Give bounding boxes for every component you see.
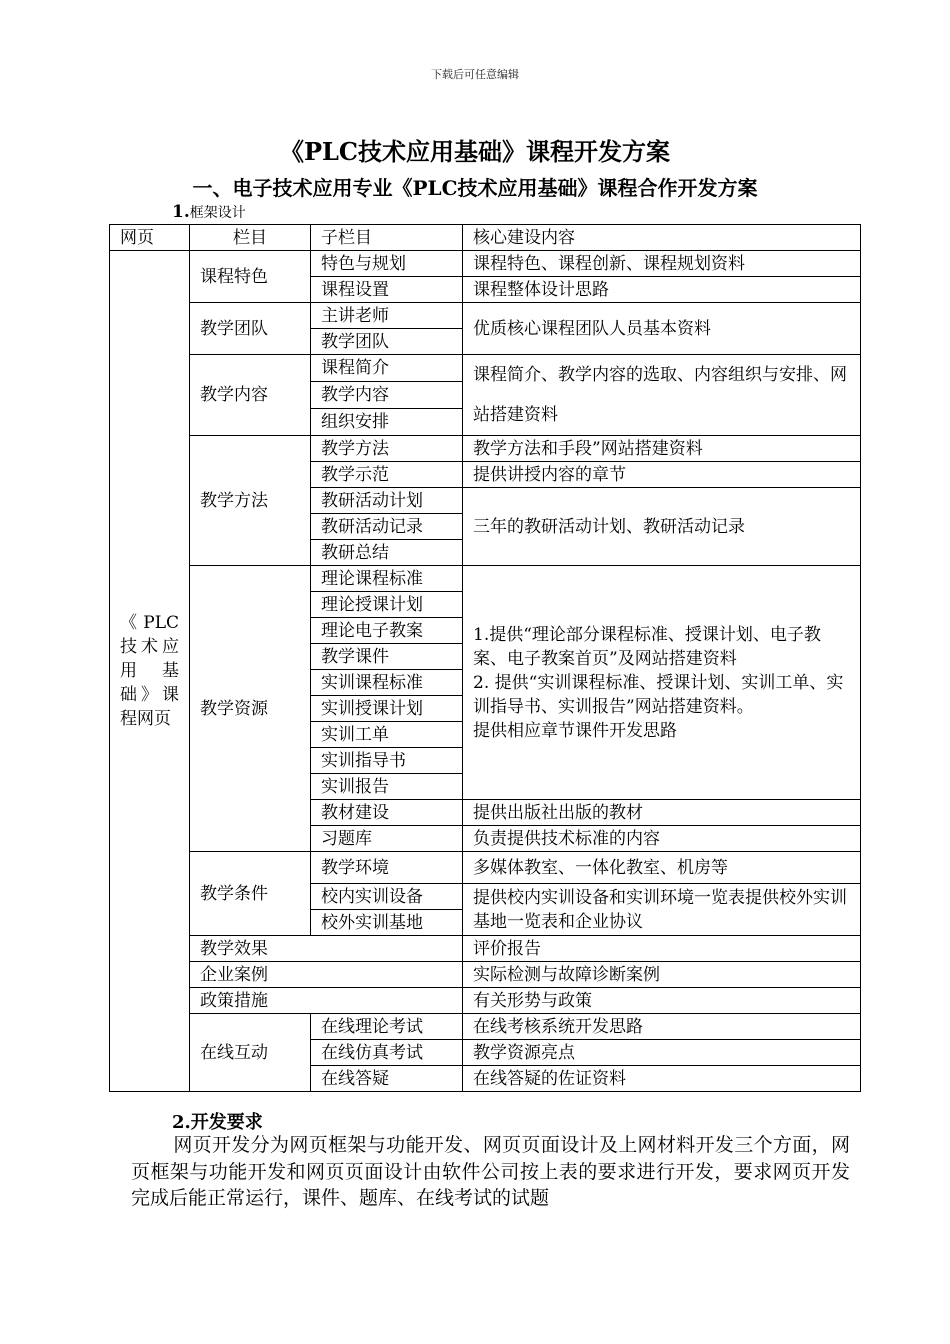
core-cell: 三年的教研活动计划、教研活动记录 xyxy=(463,488,861,566)
sub-cell: 教学方法 xyxy=(311,436,463,462)
table-row xyxy=(110,355,861,382)
core-cell: 教学方法和手段”网站搭建资料 xyxy=(463,436,861,462)
sub-cell: 组织安排 xyxy=(311,409,463,436)
table-row xyxy=(110,436,861,462)
sub-cell: 教学示范 xyxy=(311,462,463,488)
core-cell: 课程特色、课程创新、课程规划资料 xyxy=(463,251,861,277)
core-cell: 在线答疑的佐证资料 xyxy=(463,1066,861,1092)
section-2-heading: 2.开发要求 xyxy=(172,1112,263,1133)
core-cell: 课程整体设计思路 xyxy=(463,277,861,303)
table-header: 子栏目 xyxy=(311,225,463,251)
framework-table xyxy=(109,224,861,1092)
column-cell: 教学资源 xyxy=(190,566,311,852)
resources-line: 1.提供“理论部分课程标准、授课计划、电子教案、电子教案首页”及网站搭建资料 xyxy=(473,624,821,669)
sub-cell: 教材建设 xyxy=(311,800,463,826)
sub-cell: 校外实训基地 xyxy=(311,910,463,936)
table-header: 网页 xyxy=(110,225,190,251)
table-row xyxy=(110,936,861,962)
sub-cell: 实训课程标准 xyxy=(311,670,463,696)
resources-line: 提供相应章节课件开发思路 xyxy=(473,720,677,741)
core-cell: 课程简介、教学内容的选取、内容组织与安排、网站搭建资料 xyxy=(463,355,861,436)
core-cell: 提供讲授内容的章节 xyxy=(463,462,861,488)
sub-cell: 校内实训设备 xyxy=(311,884,463,910)
table-header: 栏目 xyxy=(190,225,311,251)
sub-cell: 教学团队 xyxy=(311,329,463,355)
sub-cell: 实训指导书 xyxy=(311,748,463,774)
core-cell: 提供出版社出版的教材 xyxy=(463,800,861,826)
table-header-row xyxy=(110,225,861,251)
sub-cell: 在线答疑 xyxy=(311,1066,463,1092)
sub-cell: 课程简介 xyxy=(311,355,463,382)
sub-cell: 习题库 xyxy=(311,826,463,852)
sub-cell: 教研活动计划 xyxy=(311,488,463,514)
column-cell: 课程特色 xyxy=(190,251,311,303)
sub-cell: 主讲老师 xyxy=(311,303,463,329)
table-row xyxy=(110,852,861,884)
core-cell: 有关形势与政策 xyxy=(463,988,861,1014)
webpage-cell: 《 PLC 技术应用 基础》课程网页 xyxy=(110,251,190,1092)
column-cell: 企业案例 xyxy=(190,962,463,988)
core-cell: 教学资源亮点 xyxy=(463,1040,861,1066)
resources-line: 2. 提供“实训课程标准、授课计划、实训工单、实训指导书、实训报告”网站搭建资料。 xyxy=(473,672,844,717)
core-cell: 实际检测与故障诊断案例 xyxy=(463,962,861,988)
core-cell: 多媒体教室、一体化教室、机房等 xyxy=(463,852,861,884)
sub-cell: 实训授课计划 xyxy=(311,696,463,722)
sub-cell: 课程设置 xyxy=(311,277,463,303)
table-row xyxy=(110,962,861,988)
core-cell: 优质核心课程团队人员基本资料 xyxy=(463,303,861,355)
sub-cell: 实训报告 xyxy=(311,774,463,800)
column-cell: 政策措施 xyxy=(190,988,463,1014)
column-cell: 教学团队 xyxy=(190,303,311,355)
column-cell: 教学内容 xyxy=(190,355,311,436)
sub-cell: 实训工单 xyxy=(311,722,463,748)
subsection-title: 框架设计 xyxy=(189,205,246,221)
sub-cell: 教学内容 xyxy=(311,382,463,409)
section-heading: 一、电子技术应用专业《PLC技术应用基础》课程合作开发方案 xyxy=(192,176,758,200)
sub-cell: 教研活动记录 xyxy=(311,514,463,540)
sub-cell: 特色与规划 xyxy=(311,251,463,277)
core-cell: 在线考核系统开发思路 xyxy=(463,1014,861,1040)
sub-cell: 理论课程标准 xyxy=(311,566,463,592)
sub-cell: 在线理论考试 xyxy=(311,1014,463,1040)
table-row xyxy=(110,988,861,1014)
sub-cell: 在线仿真考试 xyxy=(311,1040,463,1066)
subsection-label xyxy=(172,202,246,222)
column-cell: 教学方法 xyxy=(190,436,311,566)
sub-cell: 教学环境 xyxy=(311,852,463,884)
core-cell: 负责提供技术标准的内容 xyxy=(463,826,861,852)
table-row xyxy=(110,1014,861,1040)
table-row xyxy=(110,303,861,329)
paragraph-text: 网页开发分为网页框架与功能开发、网页页面设计及上网材料开发三个方面，网页框架与功能开发和网页页面设计由软件公司按上表的要求进行开发，要求网页开发完成后能正常运行，课件、题库、在线考试的试题 xyxy=(131,1134,850,1209)
sub-cell: 理论电子教案 xyxy=(311,618,463,644)
core-cell: 评价报告 xyxy=(463,936,861,962)
header-note: 下载后可任意编辑 xyxy=(431,68,519,81)
sub-cell: 理论授课计划 xyxy=(311,592,463,618)
sub-cell: 教学课件 xyxy=(311,644,463,670)
column-cell: 教学条件 xyxy=(190,852,311,936)
table-row xyxy=(110,251,861,277)
sub-cell: 教研总结 xyxy=(311,540,463,566)
resources-core-cell xyxy=(463,566,861,800)
column-cell: 在线互动 xyxy=(190,1014,311,1092)
subsection-number: 1. xyxy=(172,202,190,222)
core-cell: 提供校内实训设备和实训环境一览表提供校外实训基地一览表和企业协议 xyxy=(463,884,861,936)
table-header: 核心建设内容 xyxy=(463,225,861,251)
document-title: 《PLC技术应用基础》课程开发方案 xyxy=(279,137,671,166)
column-cell: 教学效果 xyxy=(190,936,463,962)
table-row xyxy=(110,566,861,592)
section-2-paragraph xyxy=(131,1132,850,1212)
